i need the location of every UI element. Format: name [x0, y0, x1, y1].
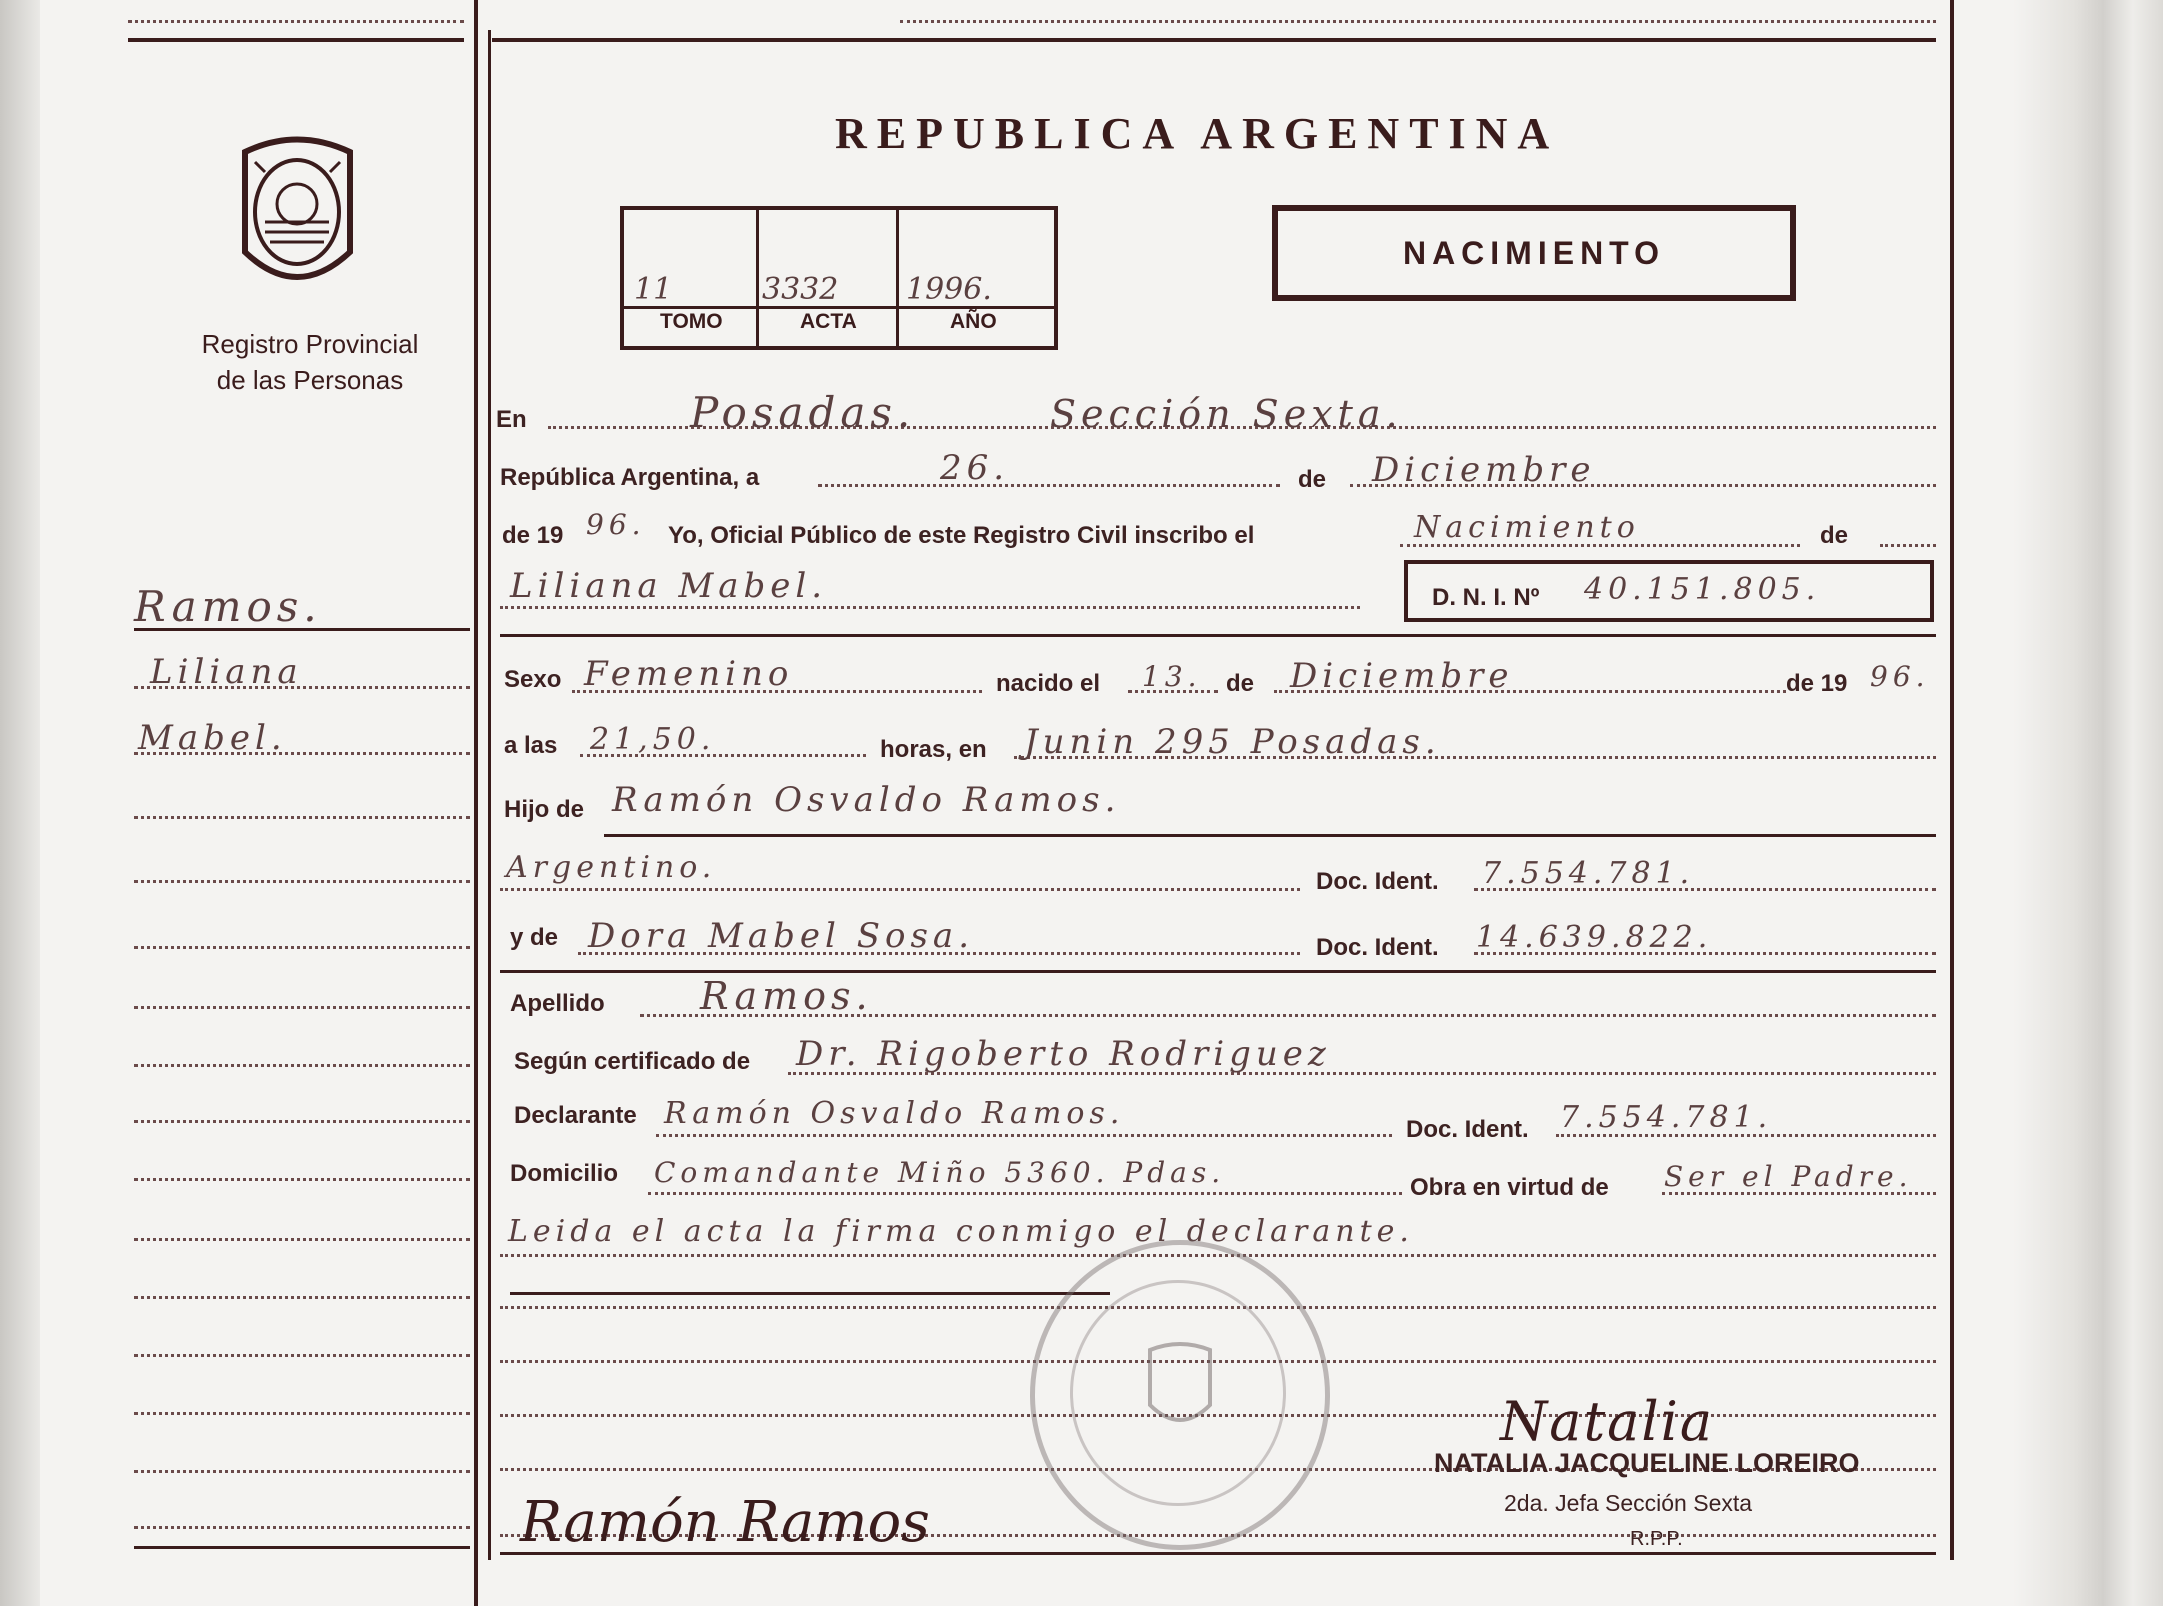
margin-line [134, 1120, 470, 1123]
child-name-line [500, 606, 1360, 609]
birth-year-suffix: 96. [1870, 660, 1930, 693]
official-name: NATALIA JACQUELINE LOREIRO [1434, 1448, 1860, 1478]
margin-surname-rule [134, 628, 470, 631]
top-rule-right [492, 38, 1936, 42]
republic-label: República Argentina, a [500, 464, 760, 491]
place-value: Posadas. [690, 388, 916, 437]
declarant-signature: Ramón Ramos [520, 1490, 930, 1555]
declarante-doc-label: Doc. Ident. [1406, 1116, 1529, 1143]
mother-name: Dora Mabel Sosa. [588, 916, 974, 956]
margin-line [134, 1526, 470, 1529]
father-name: Ramón Osvaldo Ramos. [612, 780, 1121, 820]
act-word-value: Nacimiento [1414, 510, 1640, 545]
domicilio-value: Comandante Miño 5360. Pdas. [654, 1156, 1226, 1189]
de-label: de [1298, 466, 1327, 493]
father-rule [604, 834, 1936, 837]
nacido-label: nacido el [996, 670, 1101, 697]
note-strike [510, 1292, 1110, 1295]
registry-line-1: Registro Provincial [201, 329, 419, 359]
stamp-crest-icon [1140, 1340, 1220, 1430]
margin-line [134, 1064, 470, 1067]
apellido-label: Apellido [510, 990, 605, 1017]
day-line [818, 484, 1280, 487]
official-title: 2da. Jefa Sección Sexta [1504, 1490, 1753, 1516]
mother-rule [500, 970, 1936, 973]
father-doc-label: Doc. Ident. [1316, 868, 1439, 895]
margin-line [134, 1354, 470, 1357]
declarante-line [656, 1134, 1392, 1137]
month-value: Diciembre [1372, 450, 1596, 490]
nationality-line [500, 888, 1300, 891]
domicilio-label: Domicilio [510, 1160, 619, 1187]
official-text: Yo, Oficial Público de este Registro Civil inscribo el [668, 522, 1255, 549]
top-rule-left [128, 38, 464, 42]
obra-label: Obra en virtud de [1410, 1174, 1609, 1201]
margin-bottom-rule [134, 1546, 470, 1549]
country-title: REPUBLICA ARGENTINA [835, 109, 1560, 158]
declarante-label: Declarante [514, 1102, 637, 1129]
child-name: Liliana Mabel. [510, 566, 828, 606]
official-signature: Natalia [1500, 1390, 1715, 1453]
top-dots-left [128, 20, 464, 23]
province-seal-icon [225, 132, 370, 297]
y-de-label: y de [510, 924, 559, 951]
sexo-label: Sexo [504, 666, 562, 693]
tomo-label: TOMO [660, 310, 723, 333]
doctor-value: Dr. Rigoberto Rodriguez [796, 1034, 1331, 1074]
apellido-value: Ramos. [700, 974, 873, 1018]
declarante-value: Ramón Osvaldo Ramos. [664, 1096, 1125, 1131]
father-doc: 7.554.781. [1482, 856, 1695, 891]
margin-second-name: Mabel. [138, 718, 287, 758]
year-suffix: 96. [586, 508, 646, 541]
office-initials: R.P.P. [1630, 1528, 1683, 1550]
birth-day: 13. [1142, 660, 1202, 693]
acta-value: 3332 [762, 272, 839, 307]
margin-line [134, 880, 470, 883]
margin-line [134, 816, 470, 819]
tomo-value: 11 [634, 272, 673, 307]
birth-year-prefix: de 19 [1786, 670, 1848, 697]
day-value: 26. [940, 448, 1010, 488]
closing-note: Leida el acta la firma conmigo el declarante. [508, 1214, 1414, 1249]
margin-line [134, 1470, 470, 1473]
birth-place: Junin 295 Posadas. [1024, 722, 1441, 762]
name-section-rule [500, 634, 1936, 637]
certificado-label: Según certificado de [514, 1048, 751, 1075]
record-table [620, 206, 1058, 350]
de-label-2: de [1820, 522, 1849, 549]
margin-line [134, 686, 470, 689]
declarante-doc: 7.554.781. [1560, 1100, 1773, 1135]
dni-value: 40.151.805. [1584, 572, 1821, 607]
margin-line [134, 1296, 470, 1299]
frame-inner-border [488, 30, 491, 1560]
margin-line [134, 1178, 470, 1181]
domicilio-line [648, 1192, 1402, 1195]
birth-month: Diciembre [1290, 656, 1514, 696]
hour-value: 21,50. [590, 722, 716, 757]
margin-line [134, 1238, 470, 1241]
ano-label: AÑO [950, 310, 997, 333]
hijo-label: Hijo de [504, 796, 585, 823]
registry-line-2: de las Personas [216, 365, 404, 395]
mother-doc: 14.639.822. [1476, 920, 1713, 955]
de-line-2 [1880, 544, 1936, 547]
en-label: En [496, 406, 527, 433]
de-label-3: de [1226, 670, 1255, 697]
frame-left-border [474, 0, 478, 1606]
registry-name [160, 326, 460, 398]
obra-value: Ser el Padre. [1664, 1160, 1913, 1193]
act-type-box: NACIMIENTO [1272, 205, 1796, 301]
top-dots-right [900, 20, 1936, 23]
sexo-value: Femenino [584, 654, 794, 694]
margin-line [134, 1006, 470, 1009]
dni-label: D. N. I. Nº [1432, 584, 1540, 611]
a-las-label: a las [504, 732, 558, 759]
margin-line [134, 1412, 470, 1415]
horas-label: horas, en [880, 736, 987, 763]
acta-label: ACTA [800, 310, 857, 333]
ano-value: 1996. [906, 272, 992, 307]
margin-line [134, 752, 470, 755]
book-page-edges [2013, 0, 2163, 1606]
section-value: Sección Sexta. [1050, 392, 1403, 436]
father-nationality: Argentino. [506, 850, 717, 885]
margin-surname: Ramos. [134, 582, 322, 631]
margin-first-name: Liliana [150, 652, 303, 692]
year-prefix: de 19 [502, 522, 564, 549]
mother-doc-label: Doc. Ident. [1316, 934, 1439, 961]
frame-right-border [1950, 0, 1954, 1560]
margin-line [134, 946, 470, 949]
